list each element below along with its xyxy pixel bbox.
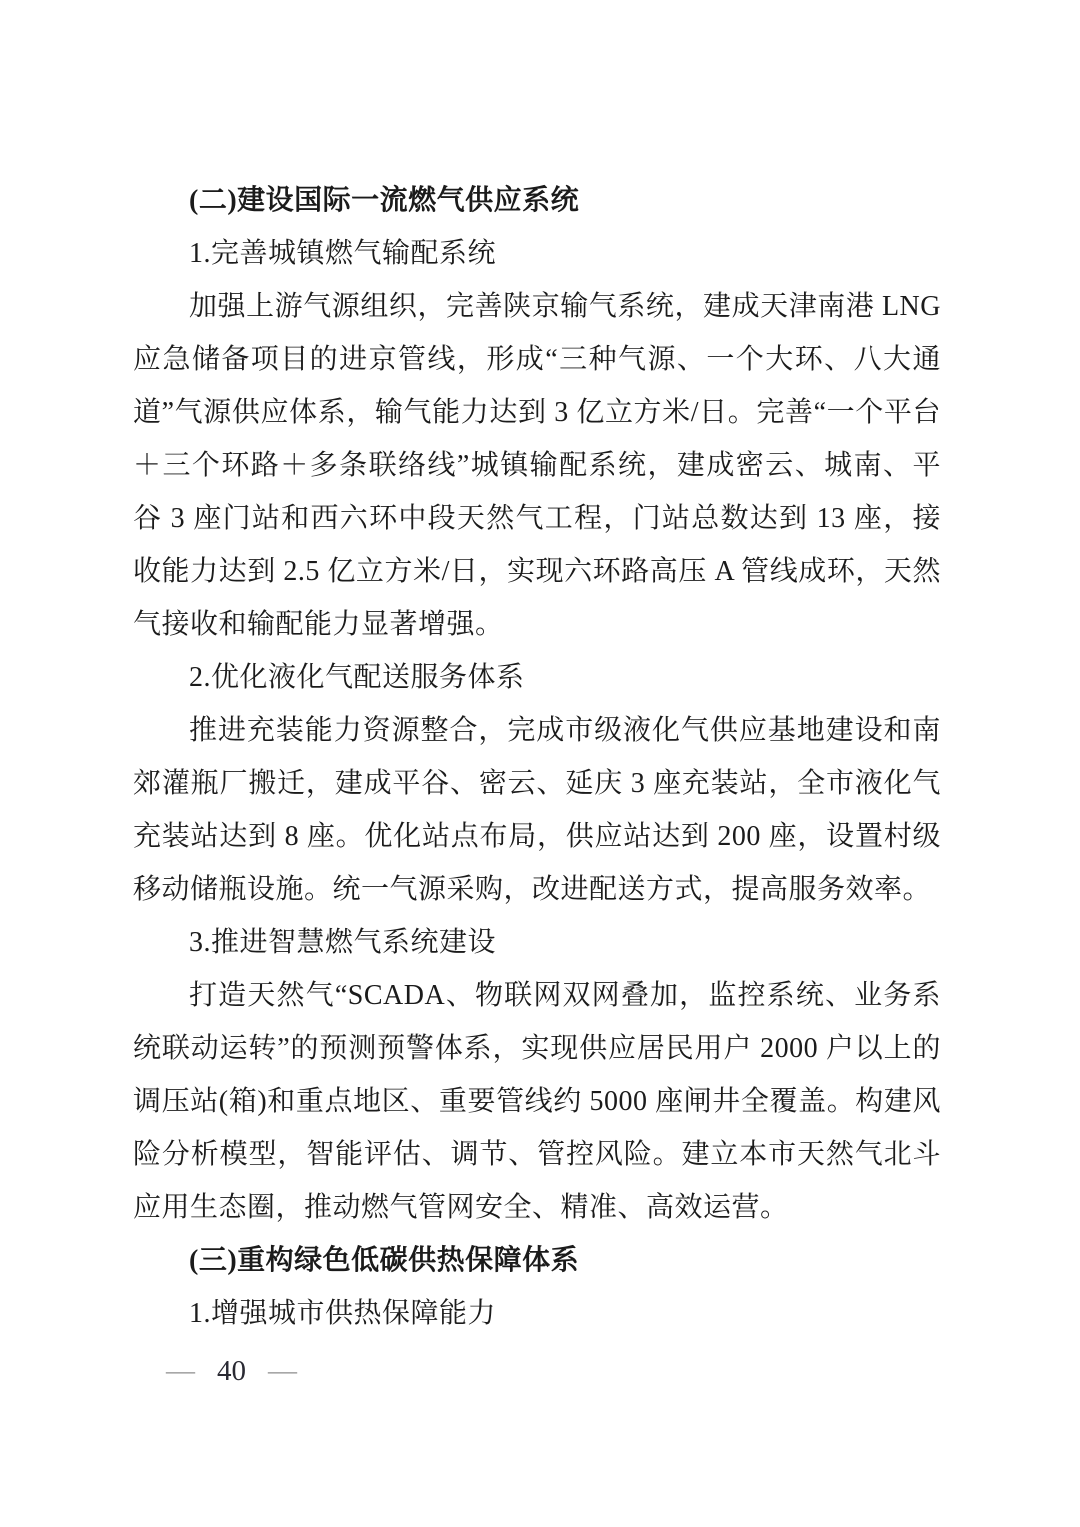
section-heading: (二)建设国际一流燃气供应系统 xyxy=(189,185,580,216)
footer-dash-left: — xyxy=(166,1357,195,1385)
section-heading: (三)重构绿色低碳供热保障体系 xyxy=(189,1245,580,1276)
body-paragraph: 推进充装能力资源整合，完成市级液化气供应基地建设和南郊灌瓶厂搬迁，建成平谷、密云、延庆 3 座充装站，全市液化气充装站达到 8 座。优化站点布局，供应站达到 200 座，设置村级移动储瓶设施。统一气源采购，改进配送方式，提高服务效率。 xyxy=(133,715,941,905)
numbered-heading: 1.完善城镇燃气输配系统 xyxy=(189,238,497,269)
numbered-heading: 1.增强城市供热保障能力 xyxy=(189,1298,497,1329)
page-number: 40 xyxy=(217,1355,246,1387)
numbered-heading: 3.推进智慧燃气系统建设 xyxy=(189,927,497,958)
numbered-heading: 2.优化液化气配送服务体系 xyxy=(189,662,525,693)
page-footer xyxy=(166,1351,297,1391)
body-paragraph: 打造天然气“SCADA、物联网双网叠加，监控系统、业务系统联动运转”的预测预警体系，实现供应居民用户 2000 户以上的调压站(箱)和重点地区、重要管线约 5000 座闸井全覆盖。构建风险分析模型，智能评估、调节、管控风险。建立本市天然气北斗应用生态圈，推动燃气管网安全、精准、高效运营。 xyxy=(133,980,941,1223)
document-body xyxy=(133,174,941,1340)
footer-dash-right: — xyxy=(268,1357,297,1385)
body-paragraph: 加强上游气源组织，完善陕京输气系统，建成天津南港 LNG 应急储备项目的进京管线，形成“三种气源、一个大环、八大通道”气源供应体系，输气能力达到 3 亿立方米/日。完善“一个平台＋三个环路＋多条联络线”城镇输配系统，建成密云、城南、平谷 3 座门站和西六环中段天然气工程，门站总数达到 13 座，接收能力达到 2.5 亿立方米/日，实现六环路高压 A 管线成环，天然气接收和输配能力显著增强。 xyxy=(133,291,941,640)
